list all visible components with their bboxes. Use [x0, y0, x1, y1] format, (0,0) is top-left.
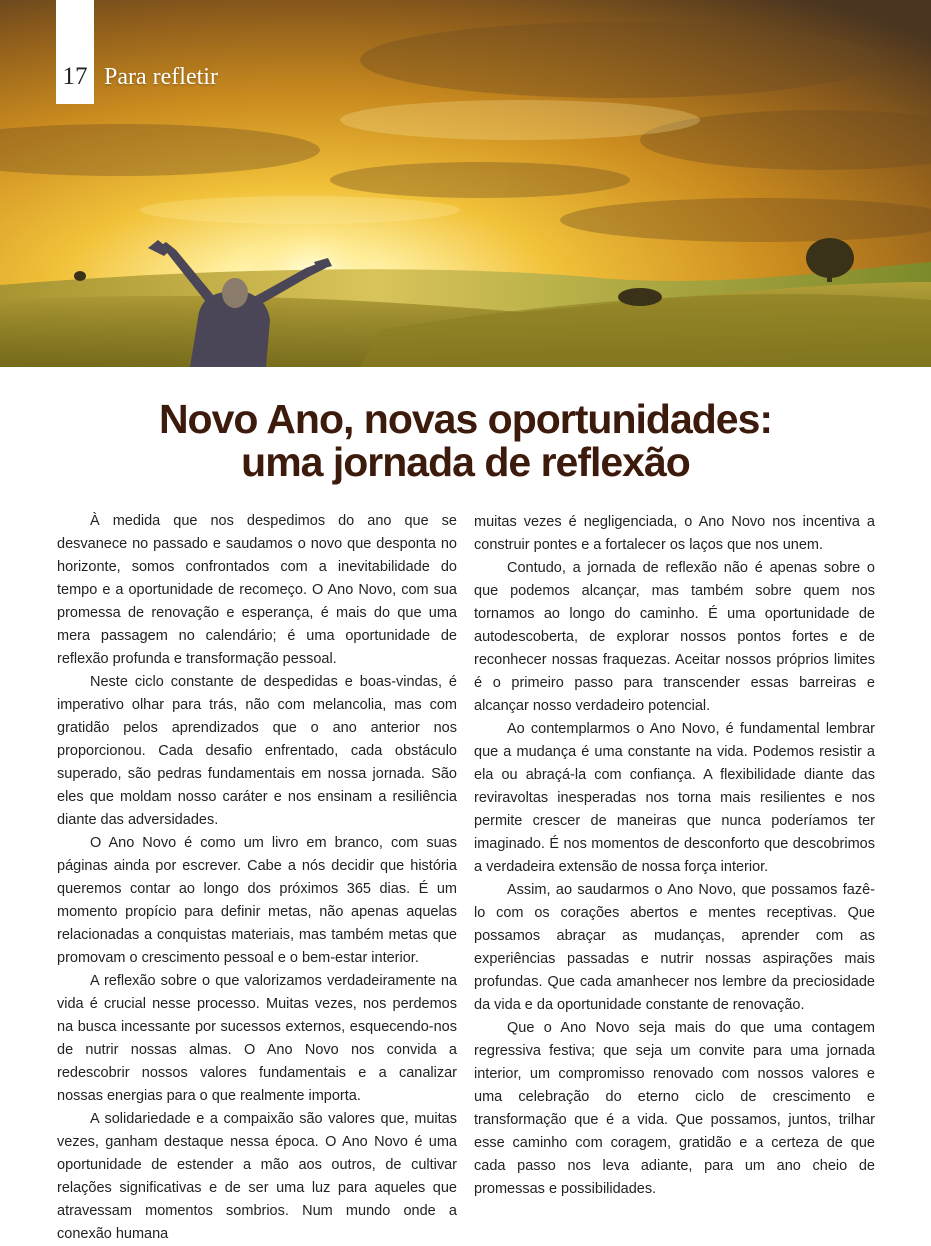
section-label: Para refletir [104, 64, 218, 90]
paragraph: Assim, ao saudarmos o Ano Novo, que possamos fazê-lo com os corações abertos e mentes receptivas. Que possamos abraçar as mudanças, aprender com as experiências passadas e nutrir nossas aspirações mais profundas. Que cada amanhecer nos lembre da preciosidade da vida e da oportunidade constante de renovação. [474, 882, 875, 1013]
paragraph: A solidariedade e a compaixão são valores que, muitas vezes, ganham destaque nessa época. O Ano Novo é uma oportunidade de estender a mão aos outros, de cultivar relações significativas e de ser uma luz para aqueles que atravessam momentos sombrios. Num mundo onde a conexão humana [57, 1111, 457, 1242]
paragraph: Que o Ano Novo seja mais do que uma contagem regressiva festiva; que seja um convite para uma jornada interior, um compromisso renovado com nossos valores e uma celebração do eterno ciclo de crescimento e transformação que é a vida. Que possamos, juntos, trilhar esse caminho com coragem, gratidão e a certeza de que cada passo nos leva adiante, para um ano cheio de promessas e possibilidades. [474, 1020, 875, 1197]
paragraph: Contudo, a jornada de reflexão não é apenas sobre o que podemos alcançar, mas também sobre quem nos tornamos ao longo do caminho. É uma oportunidade de autodescoberta, de explorar nossos pontos fortes e de reconhecer nossas fraquezas. Aceitar nossos próprios limites é o primeiro passo para transcender essas barreiras e alcançar nosso verdadeiro potencial. [474, 560, 875, 714]
left-column [57, 510, 457, 1246]
article-title-line-1: Novo Ano, novas oportunidades: [158, 396, 773, 442]
page-number: 17 [62, 63, 88, 90]
sunset-field-person-arms-raised-image [0, 0, 931, 367]
paragraph: Neste ciclo constante de despedidas e boas-vindas, é imperativo olhar para trás, não com melancolia, mas com gratidão pelos aprendizados que o ano anterior nos proporcionou. Cada desafio enfrentado, cada obstáculo superado, são pedras fundamentais em nossa jornada. São eles que moldam nosso caráter e nos ensinam a resiliência diante das adversidades. [57, 674, 457, 828]
right-column [474, 511, 875, 1201]
paragraph: O Ano Novo é como um livro em branco, com suas páginas ainda por escrever. Cabe a nós decidir que história queremos contar ao longo dos próximos 365 dias. É um momento propício para definir metas, não apenas aquelas relacionadas a conquistas materiais, mas também metas que promovam o crescimento pessoal e o bem-estar interior. [57, 835, 457, 966]
paragraph: À medida que nos despedimos do ano que se desvanece no passado e saudamos o novo que desponta no horizonte, somos confrontados com a inevitabilidade do tempo e a oportunidade de recomeço. O Ano Novo, com sua promessa de renovação e esperança, é mais do que uma mera passagem no calendário; é uma oportunidade de reflexão profunda e transformação pessoal. [57, 513, 457, 667]
paragraph-continuation: muitas vezes é negligenciada, o Ano Novo nos incentiva a construir pontes e a fortalecer os laços que nos unem. [474, 514, 875, 553]
paragraph: Ao contemplarmos o Ano Novo, é fundamental lembrar que a mudança é uma constante na vida. Podemos resistir a ela ou abraçá-la com confiança. A flexibilidade diante das reviravoltas inesperadas nos torna mais resilientes e nos permite crescer de maneiras que nunca poderíamos ter imaginado. É nos momentos de desconforto que descobrimos a verdadeira extensão de nossa força interior. [474, 721, 875, 875]
hero-image [0, 0, 931, 367]
paragraph: A reflexão sobre o que valorizamos verdadeiramente na vida é crucial nesse processo. Muitas vezes, nos perdemos na busca incessante por sucessos externos, esquecendo-nos de nutrir nossas almas. O Ano Novo nos convida a redescobrir nossos valores fundamentais e a canalizar nossas energias para o que realmente importa. [57, 973, 457, 1104]
article-title-line-2: uma jornada de reflexão [241, 439, 690, 485]
